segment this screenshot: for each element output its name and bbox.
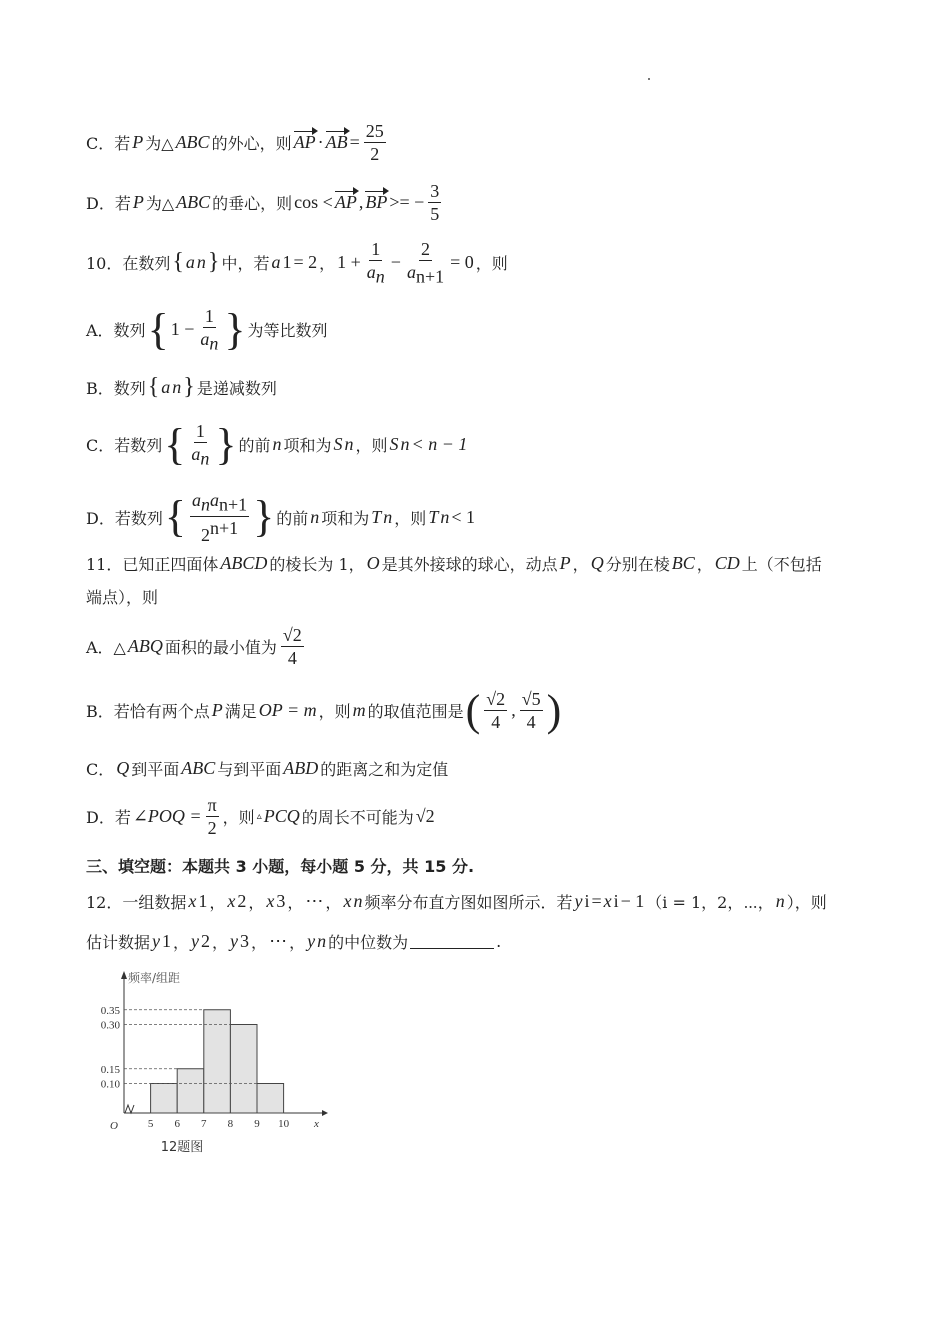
denominator: 2 xyxy=(207,818,217,838)
text: 为△ xyxy=(145,194,175,213)
var-m: m xyxy=(352,700,366,720)
var-y: y xyxy=(574,891,583,911)
expr: − 1 xyxy=(620,891,645,911)
ellipsis: ⋯ xyxy=(269,931,288,951)
dot-op: · xyxy=(317,132,324,152)
subscript: n xyxy=(196,252,206,273)
var-p: P xyxy=(211,700,223,720)
var-a: a xyxy=(406,262,416,282)
text: ，则 xyxy=(475,254,508,274)
text: 是递减数列 xyxy=(196,379,277,398)
q11-option-c xyxy=(86,757,448,780)
var-a: a xyxy=(200,329,210,349)
value: √2 xyxy=(415,806,435,826)
text: 的中位数为 xyxy=(328,933,409,952)
var-n: n xyxy=(775,891,785,911)
var-a: a xyxy=(271,252,281,273)
denominator xyxy=(405,261,446,288)
x-tick-label: 6 xyxy=(174,1118,180,1130)
var-q: Q xyxy=(116,758,130,778)
histogram-bar xyxy=(204,1010,231,1113)
var-x: x xyxy=(227,891,236,911)
var-pcq: PCQ xyxy=(263,806,300,826)
minus: − xyxy=(390,252,401,273)
q12-stem-line2: 估计数据 y 1 ， y 2 ， y 3 ， ⋯ ， y n 的中位数为 . xyxy=(86,931,502,952)
text: 到平面 xyxy=(131,760,180,779)
histogram-chart xyxy=(82,965,342,1165)
equation: OP = m xyxy=(258,700,317,720)
q11-stem-line2 xyxy=(86,585,158,608)
text: 的外心，则 xyxy=(211,134,292,153)
text: 的取值范围是 xyxy=(367,702,464,721)
vector-bp: BP xyxy=(365,192,388,212)
text: 面积的最小值为 xyxy=(164,638,277,657)
cos-expr: cos < xyxy=(294,192,333,212)
fraction xyxy=(206,794,219,839)
text: 的前 xyxy=(276,508,309,528)
var-y: y xyxy=(307,931,316,951)
fraction xyxy=(364,120,386,165)
var-bc: BC xyxy=(671,553,695,573)
angle-expr: ∠POQ = xyxy=(132,806,202,826)
text: 项和为 xyxy=(283,436,332,456)
var-a: a xyxy=(191,444,201,464)
var-n: n xyxy=(310,506,320,527)
var-a: a xyxy=(191,490,201,510)
text: ， xyxy=(572,555,589,574)
text: ， xyxy=(696,555,713,574)
y-tick-label: 0.10 xyxy=(100,1078,120,1091)
numerator: 1 xyxy=(195,421,205,441)
y-tick-label: 0.15 xyxy=(100,1063,120,1076)
subscript: i xyxy=(613,891,619,911)
histogram-bar xyxy=(230,1025,257,1114)
denominator xyxy=(199,517,240,546)
var-s: S xyxy=(333,434,343,455)
origin-label: O xyxy=(110,1120,118,1132)
option-label: C． xyxy=(86,760,115,779)
var-abcd: ABCD xyxy=(220,553,268,573)
option-label: B．若恰有两个点 xyxy=(86,702,210,721)
text: 中，若 xyxy=(221,254,270,274)
text: ， xyxy=(319,254,336,274)
var-a: a xyxy=(185,252,195,273)
var-a: a xyxy=(161,377,171,397)
base-2: 2 xyxy=(200,524,210,545)
q12-stem-line1: 12．一组数据 x 1 ， x 2 ， x 3 ， ⋯ ， x n 频率分布直方图如图所示．若 y i = x i − 1 （i = 1，2，⋯， n ），则 xyxy=(86,891,827,912)
equals: = 2 xyxy=(293,252,318,273)
x-tick-label: 8 xyxy=(227,1118,234,1130)
text: ，则 xyxy=(318,702,351,721)
equals: = xyxy=(591,891,602,911)
numerator: 1 xyxy=(204,306,214,326)
text: ，则 xyxy=(355,436,388,456)
text: 与到平面 xyxy=(217,760,282,779)
var-q: Q xyxy=(590,553,604,573)
denominator xyxy=(198,328,220,355)
q10-option-d: D．若数列 { $\frac{a_na_{n+1}}{2^{n+1}}$ } 的前 n 项和为 T n ，则 T n < 1 xyxy=(86,490,475,545)
denominator: 2 xyxy=(370,144,380,164)
fraction xyxy=(190,489,249,546)
fraction xyxy=(365,238,387,288)
numerator xyxy=(190,489,249,517)
x-axis-arrow xyxy=(322,1110,328,1116)
histogram-bar xyxy=(151,1084,178,1114)
q10-option-b: B．数列 { a n } 是递减数列 xyxy=(86,374,277,400)
subscript: n xyxy=(344,434,354,455)
var-abq: ABQ xyxy=(127,636,163,656)
fraction xyxy=(428,180,441,225)
triangle-icon: ▵ xyxy=(256,811,262,822)
q9-option-c xyxy=(86,120,388,165)
text: . xyxy=(496,932,502,951)
option-label: C．若 xyxy=(86,134,131,153)
vector-ap: AP xyxy=(293,132,316,152)
x-tick-label: 9 xyxy=(254,1118,260,1130)
q11-stem-line1 xyxy=(86,552,822,575)
numerator: √2 xyxy=(486,689,506,709)
text: 是其外接球的球心，动点 xyxy=(381,555,558,574)
text: （i = 1，2，⋯， xyxy=(646,893,774,912)
ellipsis: ⋯ xyxy=(305,891,324,911)
option-label: D．若 xyxy=(86,194,131,213)
text: 为等比数列 xyxy=(247,321,328,341)
fraction xyxy=(484,688,507,733)
denominator xyxy=(365,261,387,288)
q11-option-d xyxy=(86,794,435,839)
option-label: D．若 xyxy=(86,808,131,827)
denominator: 5 xyxy=(430,204,440,224)
question-label: 10．在数列 xyxy=(86,254,171,274)
fraction xyxy=(281,624,304,669)
text: 的周长不可能为 xyxy=(301,808,414,827)
text: 估计数据 xyxy=(86,933,151,952)
y-axis-arrow xyxy=(121,971,127,979)
fraction xyxy=(405,238,446,288)
equals: = 0 xyxy=(450,252,474,273)
question-label: 12．一组数据 xyxy=(86,893,187,912)
text: 频率分布直方图如图所示．若 xyxy=(364,893,573,912)
y-tick-label: 0.30 xyxy=(100,1019,120,1032)
q9-option-d xyxy=(86,180,443,225)
answer-blank[interactable] xyxy=(410,934,494,949)
q10-stem: 10．在数列 { a n } 中，若 a 1 = 2 ， 1 + $\frac{1}{a_n}$ − $\frac{2}{a_{n+1}}$ = 0 ，则 xyxy=(86,239,508,287)
numerator: 25 xyxy=(365,121,384,141)
x-tick-label: 10 xyxy=(278,1118,290,1130)
histogram-bar xyxy=(257,1084,284,1114)
numerator: √2 xyxy=(282,625,302,645)
var-a: a xyxy=(209,490,219,510)
option-label: D．若数列 xyxy=(86,508,163,528)
text: 的前 xyxy=(238,436,271,456)
histogram-bar xyxy=(177,1069,204,1113)
subscript: n xyxy=(353,891,363,911)
text: 为△ xyxy=(145,134,174,153)
numerator: 3 xyxy=(430,181,440,201)
exponent: n+1 xyxy=(209,517,239,538)
expr: 1 + xyxy=(337,252,361,273)
inequality: < 1 xyxy=(451,506,475,527)
fraction xyxy=(198,305,220,355)
subscript: n xyxy=(200,494,210,515)
option-label: B．数列 xyxy=(86,379,146,398)
text: ，则 xyxy=(394,508,427,528)
numerator: √5 xyxy=(521,689,541,709)
text: ，则 xyxy=(222,808,255,827)
text: 的垂心，则 xyxy=(212,194,293,213)
subscript: n xyxy=(383,506,393,527)
var-p: P xyxy=(132,132,144,152)
comma: , xyxy=(358,192,364,212)
subscript: n xyxy=(375,266,385,287)
var-n: n xyxy=(272,434,282,455)
vector-ab: AB xyxy=(325,132,348,152)
text: 的距离之和为定值 xyxy=(320,760,449,779)
var-x: x xyxy=(266,891,275,911)
equals: = xyxy=(349,132,360,152)
y-tick-label: 0.35 xyxy=(100,1004,120,1017)
inequality: < n − 1 xyxy=(411,434,468,455)
var-x: x xyxy=(188,891,197,911)
y-axis-label: 频率/组距 xyxy=(128,971,181,985)
subscript: n xyxy=(400,434,410,455)
x-axis-label: x xyxy=(314,1118,319,1130)
text: 分别在棱 xyxy=(605,555,670,574)
subscript: n xyxy=(200,448,210,469)
var-o: O xyxy=(366,553,380,573)
var-p: P xyxy=(132,192,144,212)
denominator: 4 xyxy=(287,648,297,668)
text: 上（不包括 xyxy=(741,555,822,574)
q10-option-a: A．数列 { 1 − $\frac{1}{a_n}$ } 为等比数列 xyxy=(86,304,328,354)
subscript: n xyxy=(317,931,327,951)
x-tick-label: 7 xyxy=(201,1118,207,1130)
subscript: n xyxy=(172,377,182,397)
expr: 1 − xyxy=(170,319,195,340)
var-x: x xyxy=(603,891,612,911)
denominator xyxy=(189,443,211,470)
var-y: y xyxy=(191,931,200,951)
var-cd: CD xyxy=(714,553,740,573)
section-heading: 三、填空题：本题共 3 小题，每小题 5 分，共 15 分. xyxy=(86,857,475,876)
text: 端点），则 xyxy=(86,588,159,607)
text: 项和为 xyxy=(321,508,370,528)
var-x: x xyxy=(343,891,352,911)
var-abc: ABC xyxy=(181,758,216,778)
var-abc: ABC xyxy=(176,192,211,212)
page-dot xyxy=(648,78,650,80)
var-abc: ABC xyxy=(175,132,210,152)
subscript: n+1 xyxy=(218,494,248,515)
q11-option-b: B．若恰有两个点 P 满足 OP = m ，则 m 的取值范围是 ( $\frac{√2}{4}$ , $\frac{√5}{4}$ ) xyxy=(86,685,562,735)
subscript: n xyxy=(209,333,219,354)
text: ），则 xyxy=(786,893,827,912)
numerator: 2 xyxy=(421,239,431,259)
question-label: 11．已知正四面体 xyxy=(86,555,219,574)
var-y: y xyxy=(230,931,239,951)
option-label: A．数列 xyxy=(86,321,146,341)
var-y: y xyxy=(152,931,161,951)
subscript: n xyxy=(440,506,450,527)
denominator: 4 xyxy=(526,712,536,732)
subscript: i xyxy=(584,891,590,911)
option-label: C．若数列 xyxy=(86,436,163,456)
option-label: A．△ xyxy=(86,638,126,657)
var-abd: ABD xyxy=(283,758,319,778)
text: 的棱长为 1， xyxy=(269,555,365,574)
denominator: 4 xyxy=(491,712,501,732)
var-a: a xyxy=(366,262,376,282)
fraction xyxy=(189,420,211,470)
text: 满足 xyxy=(224,702,257,721)
fraction xyxy=(520,688,543,733)
equals: >= − xyxy=(389,192,425,212)
chart-caption: 12题图 xyxy=(160,1140,204,1155)
numerator: π xyxy=(207,795,217,815)
var-s: S xyxy=(389,434,399,455)
subscript: 1 xyxy=(282,252,292,273)
x-tick-label: 5 xyxy=(147,1118,154,1130)
vector-ap: AP xyxy=(334,192,357,212)
var-p: P xyxy=(559,553,571,573)
axis-break xyxy=(125,1105,134,1113)
var-t: T xyxy=(428,506,439,527)
q10-option-c: C．若数列 { $\frac{1}{a_n}$ } 的前 n 项和为 S n ，则 S n < n − 1 xyxy=(86,419,468,469)
var-t: T xyxy=(371,506,382,527)
numerator: 1 xyxy=(371,239,381,259)
q11-option-a xyxy=(86,624,306,669)
subscript: n+1 xyxy=(415,266,445,287)
